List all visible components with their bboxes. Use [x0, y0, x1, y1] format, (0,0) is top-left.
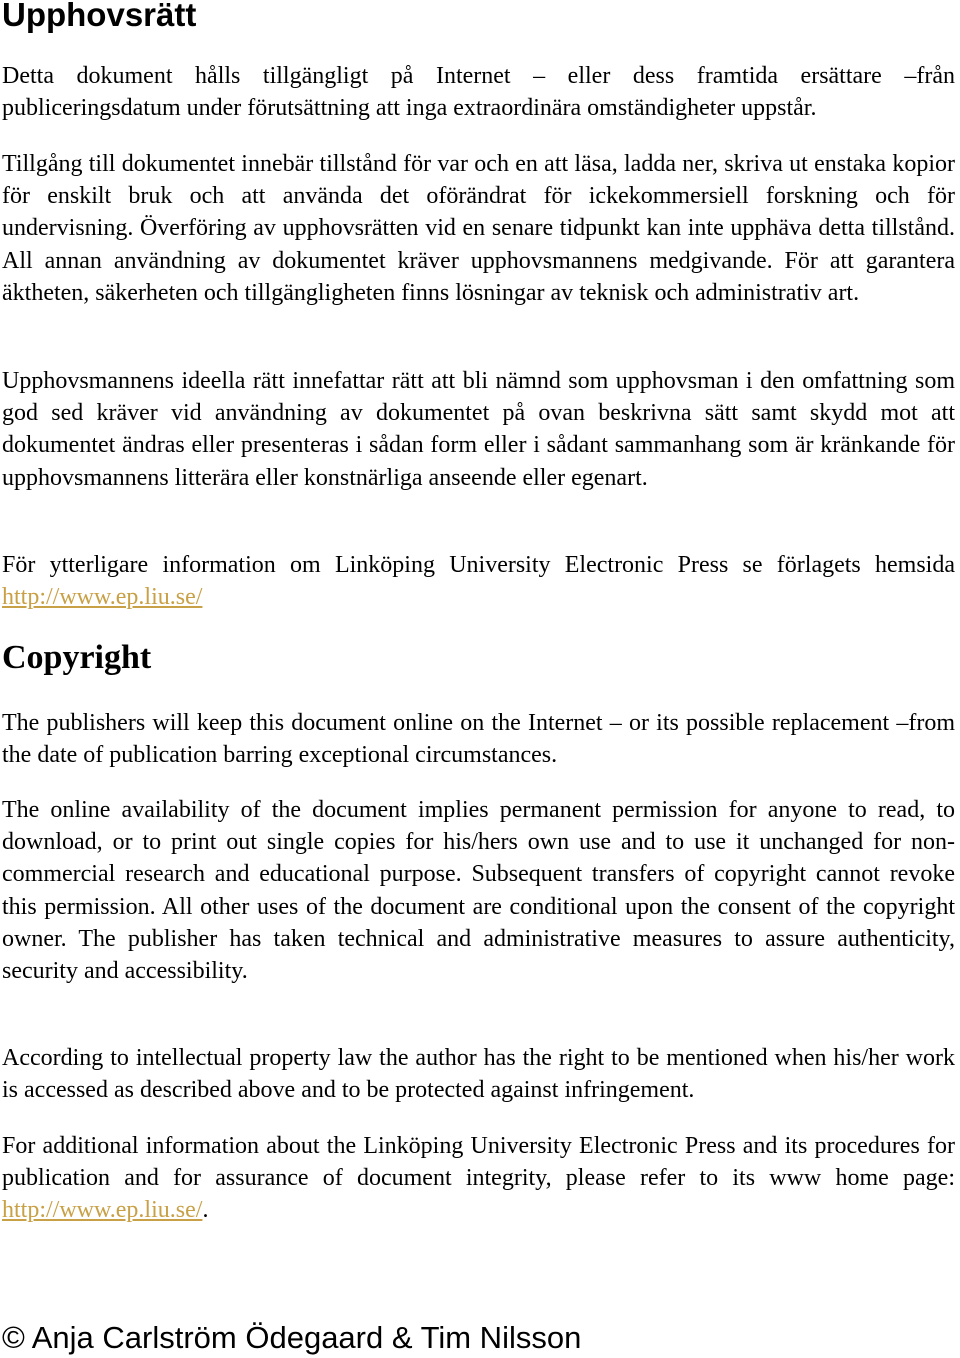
english-homepage-link[interactable]: http://www.ep.liu.se/: [2, 1197, 203, 1224]
english-paragraph-4-text: For additional information about the Linköping University Electronic Press and its procedures for publication and for assurance of document integrity, please refer to its www home page:: [2, 1133, 955, 1192]
english-paragraph-1: The publishers will keep this document online on the Internet – or its possible replacement –from the date of publication barring exceptional circumstances.: [2, 710, 955, 769]
swedish-copyright-heading: Upphovsrätt: [2, 0, 197, 33]
swedish-homepage-link[interactable]: http://www.ep.liu.se/: [2, 584, 203, 611]
swedish-paragraph-3: Upphovsmannens ideella rätt innefattar rätt att bli nämnd som upphovsman i den omfattning som god sed kräver vid användning av dokumentet på ovan beskrivna sätt samt skydd mot att dokumentet ändras eller presenteras i sådan form eller i sådant sammanhang som är kränkande för upphovsmannens litterära eller konstnärliga anseende eller egenart.: [2, 368, 955, 491]
swedish-paragraph-2: Tillgång till dokumentet innebär tillstånd för var och en att läsa, ladda ner, skriva ut enstaka kopior för enskilt bruk och att använda det oförändrat för ickekommersiell forskning och för undervisning. Överföring av upphovsrätten vid en senare tidpunkt kan inte upphäva detta tillstånd. All annan användning av dokumentet kräver upphovsmannens medgivande. För att garantera äktheten, säkerheten och tillgängligheten finns lösningar av teknisk och administrativ art.: [2, 151, 955, 306]
english-paragraph-2: The online availability of the document implies permanent permission for anyone to read, to download, or to print out single copies for his/hers own use and to use it unchanged for non-commercial research and educational purpose. Subsequent transfers of copyright cannot revoke this permission. All other uses of the document are conditional upon the consent of the copyright owner. The publisher has taken technical and administrative measures to assure authenticity, security and accessibility.: [2, 797, 955, 985]
swedish-paragraph-4: [2, 549, 955, 613]
english-paragraph-4-end: .: [202, 1197, 209, 1224]
english-copyright-heading: Copyright: [2, 639, 152, 676]
author-copyright-footer: © Anja Carlström Ödegaard & Tim Nilsson: [2, 1320, 582, 1355]
swedish-paragraph-4-text: För ytterligare information om Linköping University Electronic Press se förlagets hemsida: [2, 552, 955, 578]
english-paragraph-3: According to intellectual property law the author has the right to be mentioned when his/her work is accessed as described above and to be protected against infringement.: [2, 1045, 955, 1104]
swedish-paragraph-1: Detta dokument hålls tillgängligt på Internet – eller dess framtida ersättare –från publiceringsdatum under förutsättning att inga extraordinära omständigheter uppstår.: [2, 63, 955, 122]
english-paragraph-4: [2, 1130, 955, 1227]
